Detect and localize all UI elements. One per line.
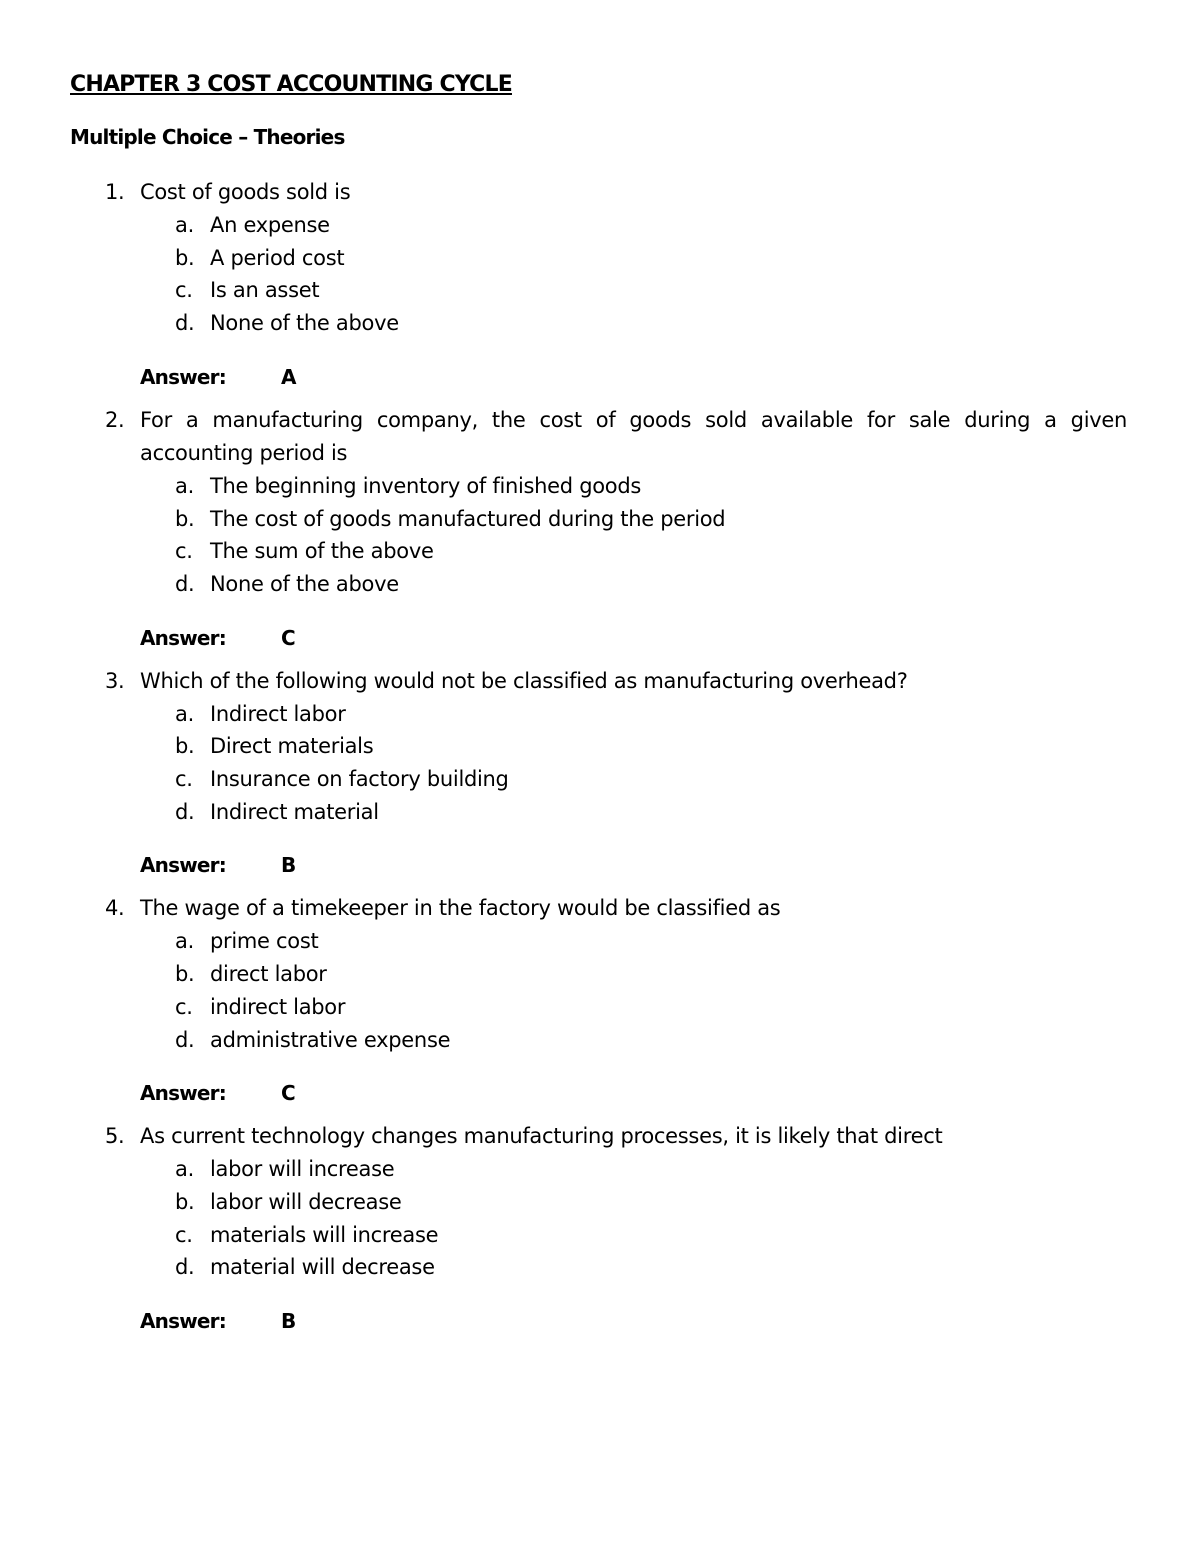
answer-label: Answer:: [140, 364, 226, 389]
option-letter: c.: [175, 1222, 193, 1247]
option-text: material will decrease: [210, 1255, 435, 1280]
option-text: Insurance on factory building: [210, 767, 509, 792]
answer-value: C: [281, 625, 295, 650]
option-text: Direct materials: [210, 734, 374, 759]
option-b: [0, 1186, 1200, 1219]
option-text: indirect labor: [210, 994, 346, 1019]
option-letter: b.: [175, 506, 195, 531]
option-letter: a.: [175, 1157, 194, 1182]
option-letter: d.: [175, 799, 195, 824]
question-number: 2.: [105, 407, 125, 432]
question-4: [0, 892, 1200, 1107]
option-list: [0, 1153, 1200, 1284]
option-text: None of the above: [210, 311, 399, 336]
answer-value: B: [281, 1309, 296, 1334]
answer-label: Answer:: [140, 853, 226, 878]
option-letter: b.: [175, 962, 195, 987]
option-text: None of the above: [210, 571, 399, 596]
question-list: [0, 176, 1200, 1348]
option-letter: b.: [175, 245, 195, 270]
page-title: CHAPTER 3 COST ACCOUNTING CYCLE: [70, 72, 512, 97]
answer-label: Answer:: [140, 1081, 226, 1106]
option-letter: d.: [175, 1027, 195, 1052]
option-letter: d.: [175, 571, 195, 596]
option-letter: a.: [175, 701, 194, 726]
question-text: For a manufacturing company, the cost of goods sold available for sale during a given accounting period is: [140, 407, 1127, 465]
option-list: [0, 698, 1200, 829]
question-5: [0, 1120, 1200, 1335]
option-a: [0, 1153, 1200, 1186]
option-letter: c.: [175, 278, 193, 303]
option-d: [0, 307, 1200, 340]
option-d: [0, 1024, 1200, 1057]
option-text: administrative expense: [210, 1027, 451, 1052]
option-d: [0, 1251, 1200, 1284]
answer-label: Answer:: [140, 1309, 226, 1334]
option-c: [0, 274, 1200, 307]
option-text: An expense: [210, 213, 330, 237]
option-c: [0, 991, 1200, 1024]
option-c: [0, 763, 1200, 796]
section-heading: Multiple Choice – Theories: [70, 125, 345, 149]
answer-row: [0, 624, 1200, 652]
option-letter: c.: [175, 539, 193, 564]
option-letter: a.: [175, 929, 194, 954]
option-a: [0, 209, 1200, 242]
option-text: The sum of the above: [210, 539, 434, 564]
answer-value: C: [281, 1081, 295, 1106]
option-a: [0, 470, 1200, 503]
option-text: The beginning inventory of finished goods: [210, 473, 641, 498]
option-text: A period cost: [210, 245, 345, 270]
answer-row: [0, 363, 1200, 391]
option-text: The cost of goods manufactured during the period: [210, 506, 726, 531]
option-b: [0, 503, 1200, 536]
option-c: [0, 535, 1200, 568]
option-text: Indirect material: [210, 799, 379, 824]
answer-row: [0, 1079, 1200, 1107]
question-number: 5.: [105, 1124, 125, 1149]
option-b: [0, 242, 1200, 275]
question-number: 1.: [105, 180, 125, 204]
option-text: Indirect labor: [210, 701, 346, 726]
option-text: direct labor: [210, 962, 327, 987]
option-a: [0, 925, 1200, 958]
question-number: 4.: [105, 896, 125, 921]
option-letter: b.: [175, 734, 195, 759]
question-text: Cost of goods sold is: [140, 180, 351, 204]
question-text: The wage of a timekeeper in the factory would be classified as: [140, 896, 781, 921]
option-b: [0, 958, 1200, 991]
answer-row: [0, 851, 1200, 879]
option-text: prime cost: [210, 929, 319, 954]
option-text: materials will increase: [210, 1222, 439, 1247]
question-2: [0, 404, 1200, 652]
question-text: Which of the following would not be classified as manufacturing overhead?: [140, 668, 908, 693]
option-b: [0, 730, 1200, 763]
option-c: [0, 1219, 1200, 1252]
answer-value: A: [281, 364, 296, 389]
option-text: labor will increase: [210, 1157, 395, 1182]
option-list: [0, 470, 1200, 601]
option-letter: a.: [175, 213, 194, 237]
option-letter: c.: [175, 994, 193, 1019]
question-text: As current technology changes manufacturing processes, it is likely that direct: [140, 1124, 943, 1149]
option-d: [0, 796, 1200, 829]
option-a: [0, 698, 1200, 731]
answer-value: B: [281, 853, 296, 878]
option-letter: b.: [175, 1189, 195, 1214]
answer-label: Answer:: [140, 625, 226, 650]
option-letter: a.: [175, 473, 194, 498]
option-letter: c.: [175, 767, 193, 792]
option-letter: d.: [175, 1255, 195, 1280]
question-number: 3.: [105, 668, 125, 693]
option-text: labor will decrease: [210, 1189, 402, 1214]
option-list: [0, 925, 1200, 1056]
answer-row: [0, 1307, 1200, 1335]
option-text: Is an asset: [210, 278, 320, 303]
question-1: [0, 176, 1200, 391]
question-3: [0, 665, 1200, 880]
option-letter: d.: [175, 311, 195, 336]
option-d: [0, 568, 1200, 601]
option-list: [0, 209, 1200, 340]
